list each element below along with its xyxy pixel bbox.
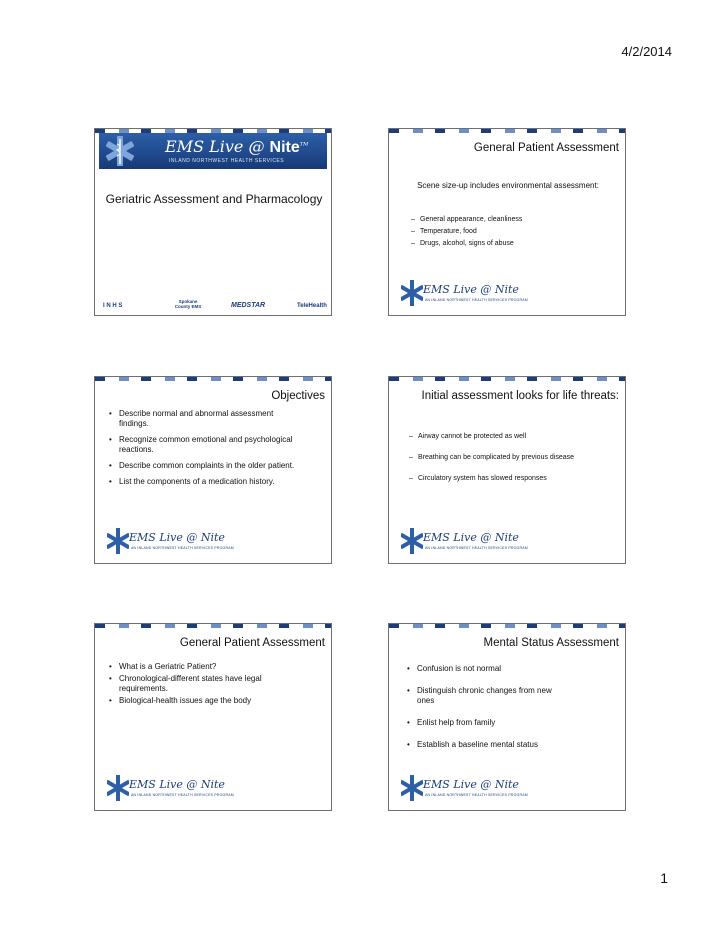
bullet-list bbox=[109, 409, 297, 493]
inhs-logo: I N H S bbox=[103, 303, 123, 309]
slide-heading: General Patient Assessment bbox=[473, 142, 619, 154]
slide-top-bar bbox=[389, 377, 625, 381]
slide-top-bar bbox=[389, 129, 625, 133]
slide-top-bar bbox=[389, 624, 625, 628]
page-number: 1 bbox=[660, 870, 668, 886]
star-of-life-icon bbox=[401, 527, 423, 555]
spokane-logo: Spokane County EMS bbox=[174, 299, 202, 309]
slide-top-bar bbox=[95, 624, 331, 628]
star-of-life-icon bbox=[107, 774, 129, 802]
slide-intro: Scene size-up includes environmental assessment: bbox=[417, 181, 599, 190]
dash-list bbox=[409, 433, 615, 486]
list-item: • Describe common complaints in the older patient. bbox=[109, 461, 297, 471]
slide-heading: Initial assessment looks for life threats: bbox=[421, 390, 619, 402]
list-item: • Enlist help from family bbox=[407, 718, 555, 728]
list-item: – General appearance, cleanliness bbox=[411, 216, 615, 225]
slide-heading: General Patient Assessment bbox=[179, 637, 325, 649]
list-item: • What is a Geriatric Patient? bbox=[109, 662, 301, 672]
list-item: • Describe normal and abnormal assessment findings. bbox=[109, 409, 297, 429]
list-item: • Distinguish chronic changes from new ones bbox=[407, 686, 555, 706]
list-item: • Biological-health issues age the body bbox=[109, 696, 301, 706]
slide-initial-assessment bbox=[388, 376, 626, 564]
list-item: – Airway cannot be protected as well bbox=[409, 433, 615, 442]
slide-title bbox=[94, 128, 332, 316]
slide-top-bar bbox=[95, 377, 331, 381]
list-item: – Temperature, food bbox=[411, 228, 615, 237]
slide-mental-status bbox=[388, 623, 626, 811]
list-item: • Chronological-different states have legal requirements. bbox=[109, 674, 301, 694]
ems-footer-logo: EMS Live @ Nite AN INLAND NORTHWEST HEALTH SERVICES PROGRAM bbox=[401, 774, 501, 802]
ems-footer-logo: EMS Live @ Nite AN INLAND NORTHWEST HEALTH SERVICES PROGRAM bbox=[401, 527, 501, 555]
star-of-life-icon bbox=[107, 527, 129, 555]
page-date: 4/2/2014 bbox=[621, 44, 672, 59]
medstar-logo: MEDSTAR bbox=[231, 302, 266, 309]
slide-general-assessment-1 bbox=[388, 128, 626, 316]
slide-general-assessment-2 bbox=[94, 623, 332, 811]
bullet-list bbox=[407, 664, 555, 756]
slide-objectives bbox=[94, 376, 332, 564]
sponsor-logos bbox=[101, 295, 325, 311]
brand-name: EMS Live @ Nite™ bbox=[165, 137, 309, 156]
ems-banner bbox=[99, 133, 327, 169]
list-item: – Drugs, alcohol, signs of abuse bbox=[411, 240, 615, 249]
brand-subtitle: INLAND NORTHWEST HEALTH SERVICES bbox=[169, 158, 285, 164]
bullet-list bbox=[109, 662, 301, 712]
ems-footer-logo: EMS Live @ Nite AN INLAND NORTHWEST HEALTH SERVICES PROGRAM bbox=[107, 774, 207, 802]
list-item: • List the components of a medication history. bbox=[109, 477, 297, 487]
telehealth-logo: TeleHealth bbox=[297, 303, 327, 309]
ems-footer-logo: EMS Live @ Nite AN INLAND NORTHWEST HEALTH SERVICES PROGRAM bbox=[107, 527, 207, 555]
dash-list bbox=[411, 216, 615, 251]
list-item: – Circulatory system has slowed responses bbox=[409, 475, 615, 484]
slide-heading: Objectives bbox=[271, 390, 325, 402]
star-of-life-icon bbox=[401, 774, 423, 802]
list-item: • Recognize common emotional and psychological reactions. bbox=[109, 435, 297, 455]
list-item: – Breathing can be complicated by previous disease bbox=[409, 454, 615, 463]
list-item: • Confusion is not normal bbox=[407, 664, 555, 674]
star-of-life-icon bbox=[105, 134, 135, 168]
star-of-life-icon bbox=[401, 279, 423, 307]
slide-title-text: Geriatric Assessment and Pharmacology bbox=[105, 192, 323, 206]
ems-footer-logo: EMS Live @ Nite AN INLAND NORTHWEST HEALTH SERVICES PROGRAM bbox=[401, 279, 501, 307]
slide-heading: Mental Status Assessment bbox=[483, 637, 619, 649]
list-item: • Establish a baseline mental status bbox=[407, 740, 555, 750]
